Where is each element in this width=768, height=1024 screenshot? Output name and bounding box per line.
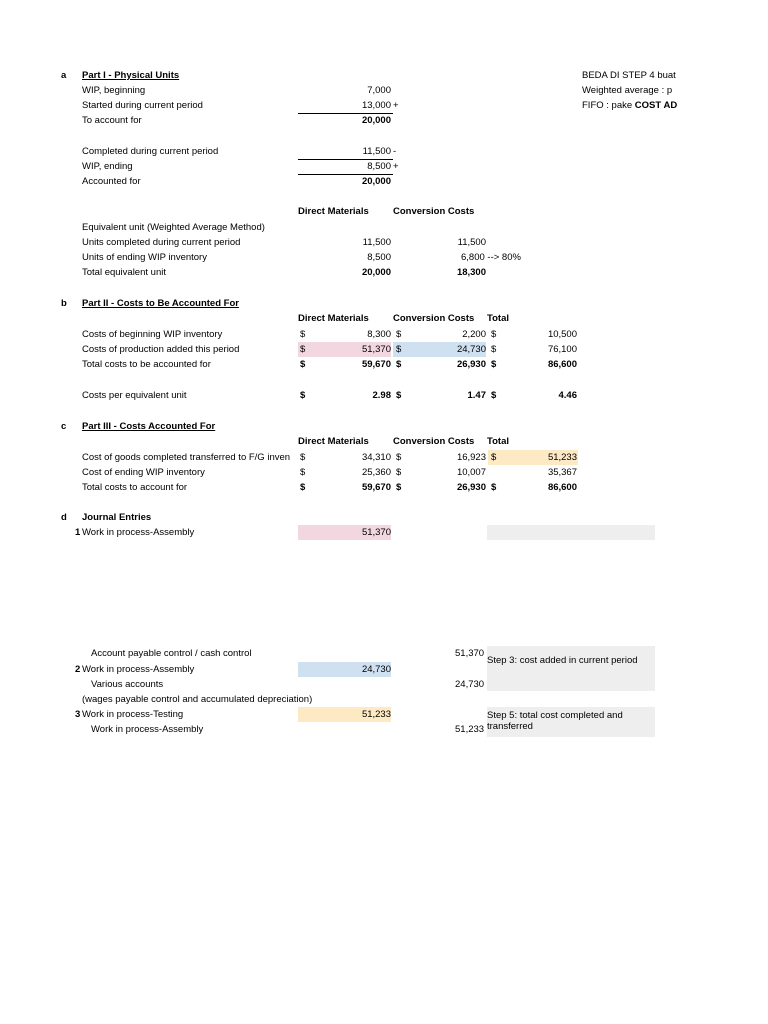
entry-credit-account: Various accounts: [91, 679, 164, 690]
equiv-label: Units of ending WIP inventory: [82, 252, 207, 263]
part1-value: 20,000: [361, 176, 391, 187]
entry-number: 1: [75, 527, 81, 538]
part1-value: 13,000: [361, 100, 391, 111]
currency-sign: $: [396, 344, 402, 355]
part1-label: Accounted for: [82, 176, 141, 187]
part3-dm-value: 25,360: [361, 467, 391, 478]
entry-credit-account: Work in process-Assembly: [91, 724, 204, 735]
part3-dm-value: 34,310: [361, 452, 391, 463]
entry-debit-amount: 51,233: [361, 709, 391, 720]
part3-total-value: 35,367: [547, 467, 577, 478]
part1-title: Part I - Physical Units: [82, 70, 180, 81]
currency-sign: $: [396, 329, 402, 340]
section-letter-d: d: [61, 512, 67, 523]
part1-value: 11,500: [362, 146, 391, 157]
equiv-dm-value: 11,500: [362, 237, 391, 248]
part2-label: Costs of beginning WIP inventory: [82, 329, 223, 340]
currency-sign: $: [396, 452, 402, 463]
part2-dm-value: 51,370: [361, 344, 391, 355]
part3-label: Total costs to account for: [82, 482, 188, 493]
currency-sign: $: [300, 452, 306, 463]
currency-sign: $: [491, 329, 497, 340]
part1-label: Started during current period: [82, 100, 203, 111]
column-header-dm: Direct Materials: [298, 206, 369, 217]
section-letter-c: c: [61, 421, 67, 432]
part2-cc-value: 1.47: [467, 390, 486, 401]
column-header-total: Total: [487, 313, 509, 324]
equiv-dm-value: 20,000: [361, 267, 391, 278]
part2-total-value: 4.46: [558, 390, 577, 401]
part1-label: To account for: [82, 115, 142, 126]
section-letter-a: a: [61, 70, 67, 81]
note-cell-empty: [487, 525, 655, 540]
equiv-dm-value: 8,500: [367, 252, 391, 263]
part1-operator: +: [393, 161, 399, 172]
currency-sign: $: [396, 482, 402, 493]
part1-operator: -: [393, 146, 397, 157]
equiv-cc-value: 6,800 --> 80%: [461, 252, 521, 263]
note-step5: transferred: [487, 721, 533, 732]
column-header-cc: Conversion Costs: [393, 313, 475, 324]
part1-value: 7,000: [367, 85, 391, 96]
part2-total-value: 10,500: [547, 329, 577, 340]
section-letter-b: b: [61, 298, 67, 309]
part2-cc-value: 26,930: [456, 359, 486, 370]
entry-credit-amount: 24,730: [455, 679, 485, 690]
part3-dm-value: 59,670: [361, 482, 391, 493]
part3-cc-value: 26,930: [456, 482, 486, 493]
currency-sign: $: [491, 452, 497, 463]
part2-label: Costs per equivalent unit: [82, 390, 187, 401]
equiv-label: Units completed during current period: [82, 237, 241, 248]
side-note-2: Weighted average : p: [582, 85, 673, 96]
currency-sign: $: [300, 359, 306, 370]
entry-debit-amount: 51,370: [361, 527, 391, 538]
note-step3: Step 3: cost added in current period: [487, 655, 638, 666]
part2-label: Total costs to be accounted for: [82, 359, 211, 370]
part2-label: Costs of production added this period: [82, 344, 240, 355]
sum-rule: [298, 159, 393, 160]
entry-credit-amount: 51,370: [455, 648, 485, 659]
part3-title: Part III - Costs Accounted For: [82, 421, 216, 432]
currency-sign: $: [491, 359, 497, 370]
column-header-cc: Conversion Costs: [393, 206, 475, 217]
currency-sign: $: [300, 482, 306, 493]
currency-sign: $: [300, 390, 306, 401]
entry-number: 2: [75, 664, 81, 675]
journal-title: Journal Entries: [82, 512, 152, 523]
part2-total-value: 76,100: [547, 344, 577, 355]
sum-rule: [298, 113, 393, 114]
part2-dm-value: 8,300: [367, 329, 391, 340]
sum-rule: [298, 174, 393, 175]
currency-sign: $: [396, 359, 402, 370]
column-header-dm: Direct Materials: [298, 436, 369, 447]
part2-title: Part II - Costs to Be Accounted For: [82, 298, 239, 309]
currency-sign: $: [396, 467, 402, 478]
note-box-step3: [487, 646, 655, 691]
part3-total-value: 86,600: [547, 482, 577, 493]
entry-credit-account: Account payable control / cash control: [91, 648, 252, 659]
part1-label: Completed during current period: [82, 146, 219, 157]
part2-dm-value: 2.98: [372, 390, 391, 401]
part3-label: Cost of ending WIP inventory: [82, 467, 205, 478]
side-note-3: FIFO : pake COST AD: [582, 100, 678, 111]
entry-debit-account: Work in process-Testing: [82, 709, 184, 720]
equiv-label: Total equivalent unit: [82, 267, 166, 278]
part2-cc-value: 24,730: [456, 344, 486, 355]
entry-credit-amount: 51,233: [455, 724, 485, 735]
entry-number: 3: [75, 709, 81, 720]
equiv-cc-value: 11,500: [457, 237, 486, 248]
equiv-cc-value: 18,300: [456, 267, 486, 278]
part3-label: Cost of goods completed transferred to F/G inven: [82, 452, 291, 463]
currency-sign: $: [300, 344, 306, 355]
part3-cc-value: 16,923: [456, 452, 486, 463]
entry-note: (wages payable control and accumulated depreciation): [82, 694, 313, 705]
column-header-dm: Direct Materials: [298, 313, 369, 324]
part2-total-value: 86,600: [547, 359, 577, 370]
part3-total-value: 51,233: [547, 452, 577, 463]
entry-debit-account: Work in process-Assembly: [82, 527, 195, 538]
currency-sign: $: [300, 329, 306, 340]
part1-value: 20,000: [361, 115, 391, 126]
currency-sign: $: [491, 390, 497, 401]
currency-sign: $: [491, 482, 497, 493]
part3-cc-value: 10,007: [456, 467, 486, 478]
part2-dm-value: 59,670: [361, 359, 391, 370]
part1-value: 8,500: [367, 161, 391, 172]
currency-sign: $: [396, 390, 402, 401]
entry-debit-amount: 24,730: [361, 664, 391, 675]
part1-label: WIP, beginning: [82, 85, 146, 96]
side-note-1: BEDA DI STEP 4 buat: [582, 70, 676, 81]
column-header-total: Total: [487, 436, 509, 447]
column-header-cc: Conversion Costs: [393, 436, 475, 447]
currency-sign: $: [491, 344, 497, 355]
currency-sign: $: [300, 467, 306, 478]
part2-cc-value: 2,200: [462, 329, 486, 340]
part1-label: WIP, ending: [82, 161, 133, 172]
entry-debit-account: Work in process-Assembly: [82, 664, 195, 675]
note-step5: Step 5: total cost completed and: [487, 710, 623, 721]
part1-operator: +: [393, 100, 399, 111]
equiv-label: Equivalent unit (Weighted Average Method): [82, 222, 265, 233]
